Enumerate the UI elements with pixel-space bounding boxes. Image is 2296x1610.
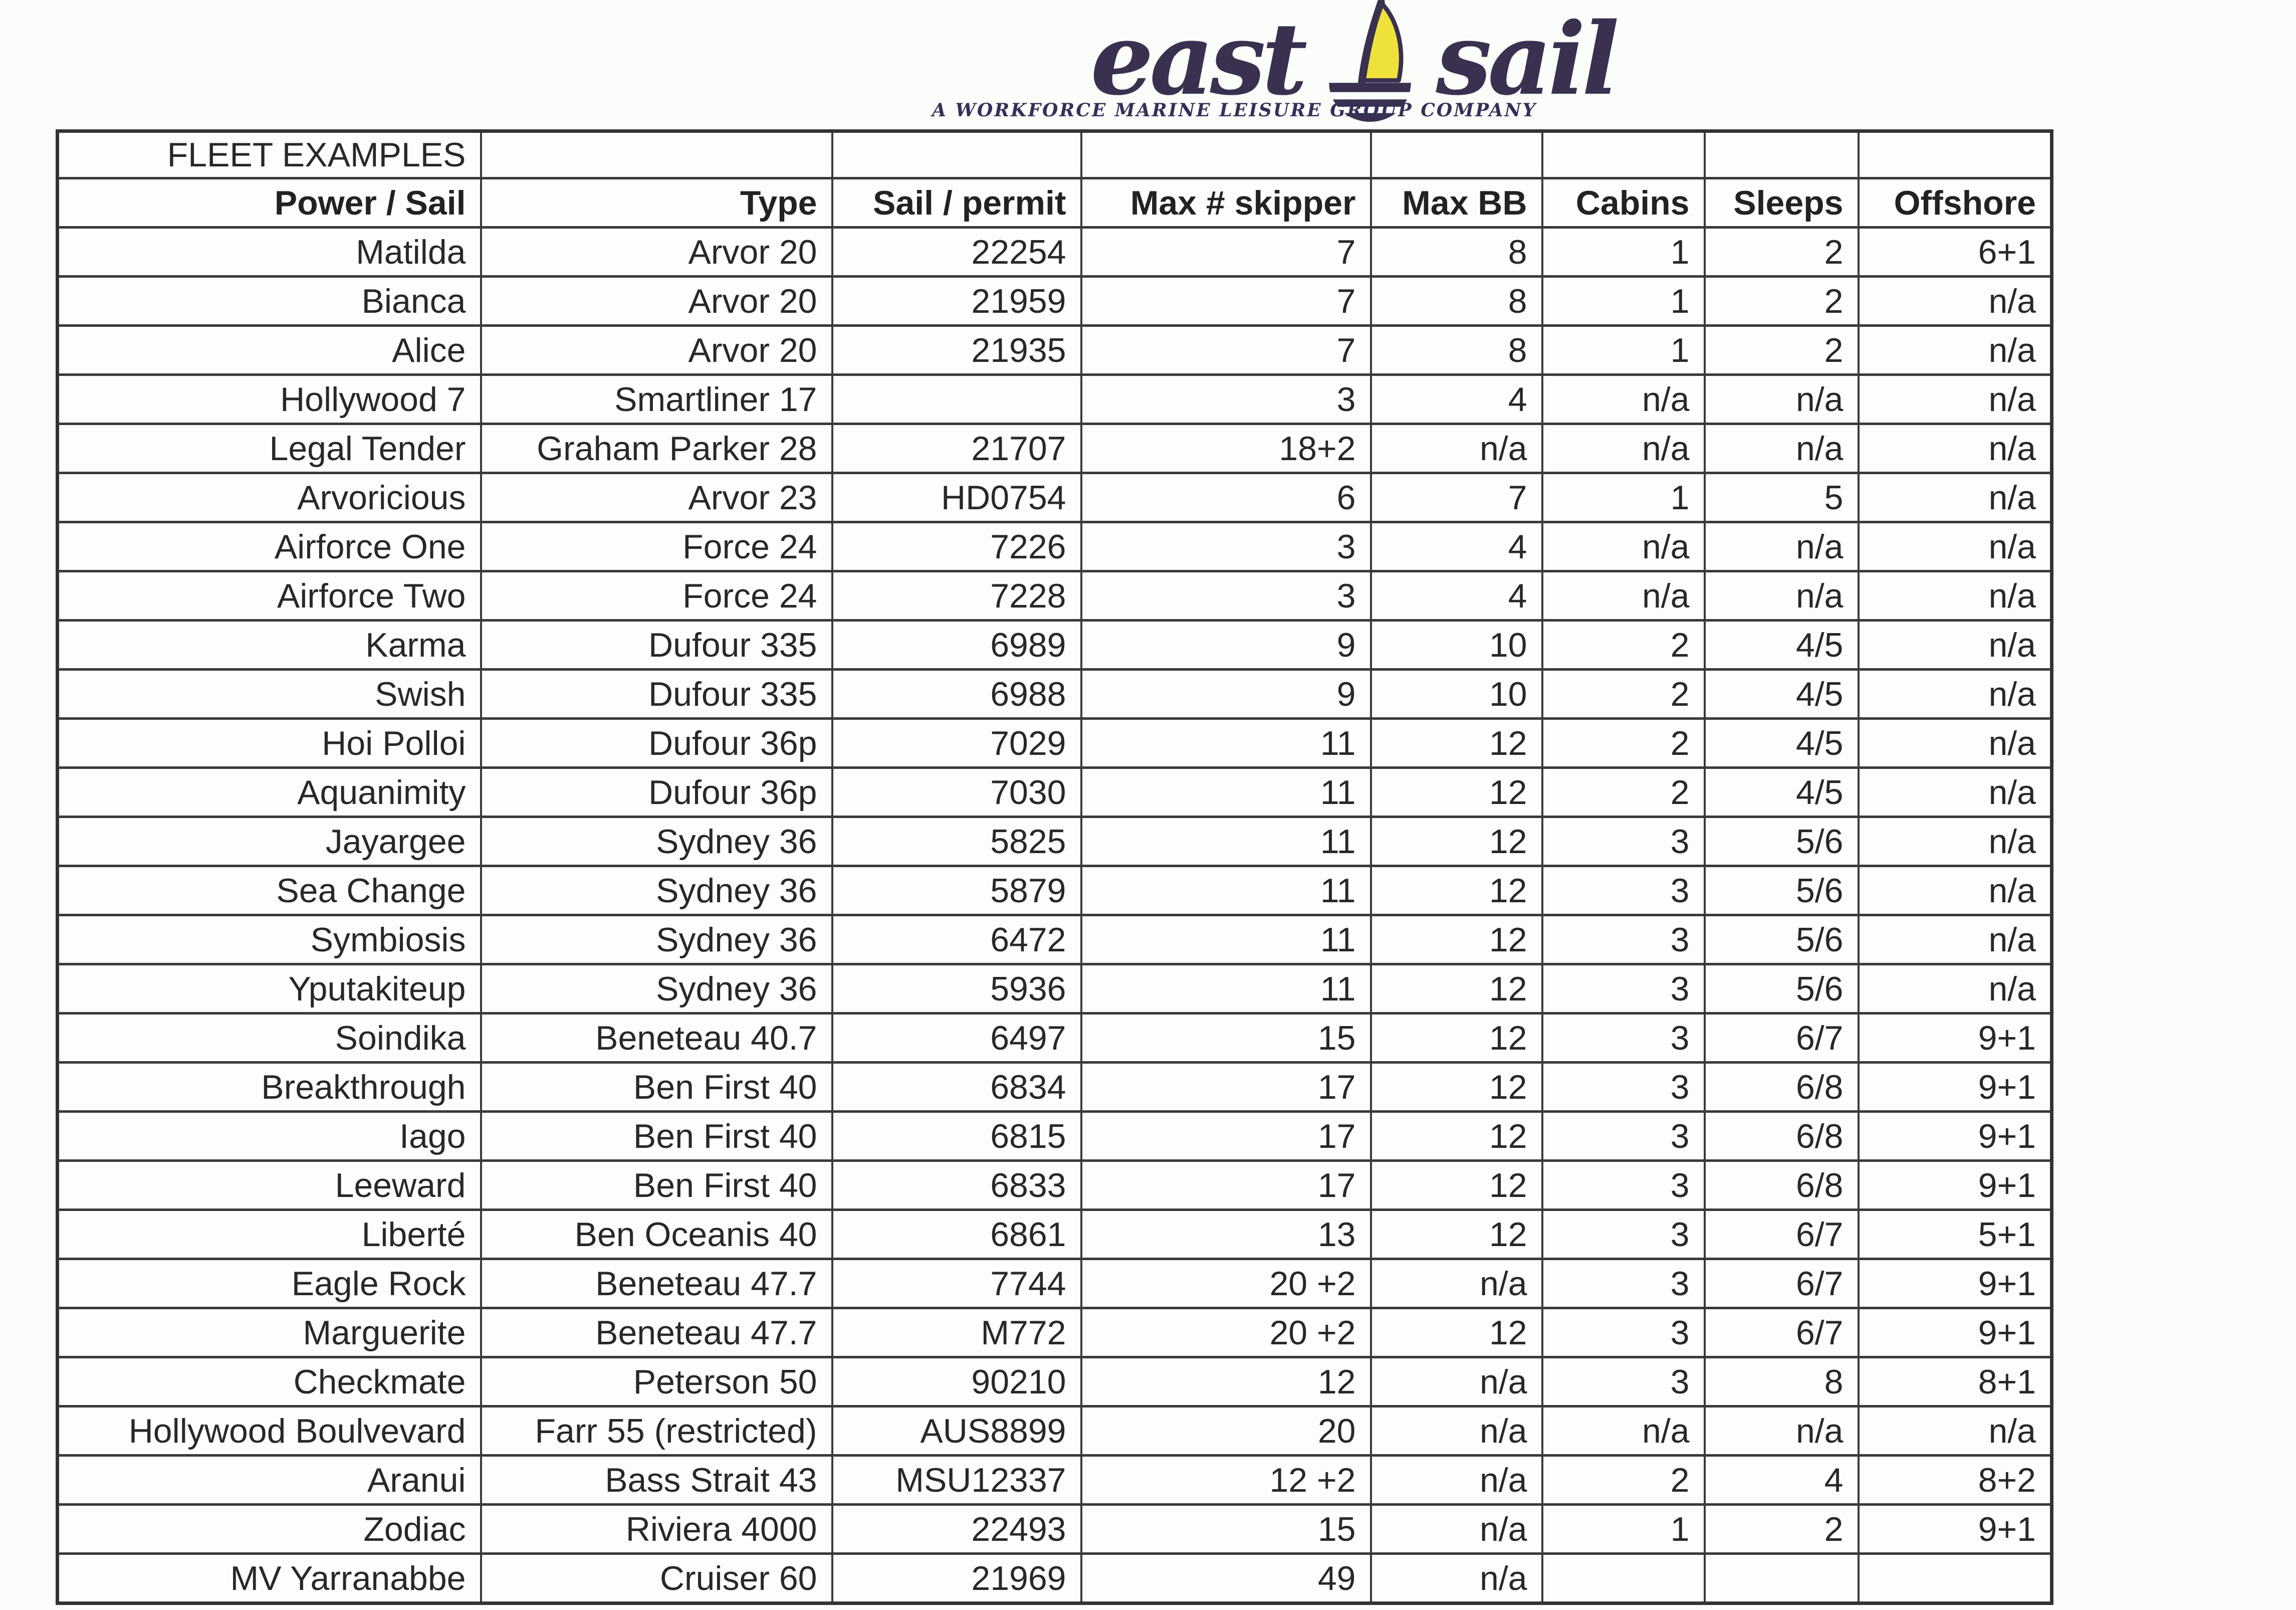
cell-cabins [1542, 1554, 1705, 1603]
cell-sleeps: 6/8 [1705, 1112, 1859, 1161]
table-row [58, 866, 2052, 915]
cell-power-sail: Zodiac [58, 1505, 481, 1554]
cell-cabins: 3 [1542, 1259, 1705, 1308]
cell-cabins: n/a [1542, 1406, 1705, 1456]
cell-offshore: n/a [1859, 326, 2052, 375]
cell-type: Dufour 36p [481, 768, 832, 817]
cell-sleeps: n/a [1705, 522, 1859, 571]
table-row [58, 670, 2052, 719]
cell-type: Ben First 40 [481, 1112, 832, 1161]
cell-power-sail: Aranui [58, 1456, 481, 1505]
cell-power-sail: Soindika [58, 1014, 481, 1063]
table-row [58, 1554, 2052, 1603]
cell-sleeps: 4/5 [1705, 768, 1859, 817]
cell-max-bb: 12 [1371, 1063, 1542, 1112]
cell-max-skipper: 12 [1081, 1357, 1371, 1406]
cell-offshore: 9+1 [1859, 1161, 2052, 1210]
cell-sail-permit: 5936 [832, 964, 1081, 1014]
cell-sleeps: n/a [1705, 571, 1859, 621]
cell-sail-permit: 90210 [832, 1357, 1081, 1406]
logo-word-sail: sail [1436, 0, 1616, 117]
cell-type: Ben First 40 [481, 1063, 832, 1112]
cell-type: Ben Oceanis 40 [481, 1210, 832, 1259]
cell-offshore: n/a [1859, 817, 2052, 866]
cell-cabins: n/a [1542, 375, 1705, 424]
cell-sail-permit: 6472 [832, 915, 1081, 964]
cell-type: Bass Strait 43 [481, 1456, 832, 1505]
cell-sail-permit: 5825 [832, 817, 1081, 866]
cell-type: Force 24 [481, 571, 832, 621]
cell-max-skipper: 3 [1081, 571, 1371, 621]
cell-sleeps: 6/7 [1705, 1308, 1859, 1357]
cell-sail-permit: 7744 [832, 1259, 1081, 1308]
cell-cabins: 2 [1542, 621, 1705, 670]
cell-power-sail: Hollywood Boulvevard [58, 1406, 481, 1456]
cell-power-sail: Sea Change [58, 866, 481, 915]
cell-power-sail: Checkmate [58, 1357, 481, 1406]
cell-offshore: 8+1 [1859, 1357, 2052, 1406]
table-row [58, 1456, 2052, 1505]
cell-type: Sydney 36 [481, 915, 832, 964]
cell-power-sail: Swish [58, 670, 481, 719]
cell-sleeps: n/a [1705, 424, 1859, 473]
cell-power-sail: MV Yarranabbe [58, 1554, 481, 1603]
cell-type: Sydney 36 [481, 866, 832, 915]
cell-max-bb: 12 [1371, 1308, 1542, 1357]
cell-max-skipper: 11 [1081, 915, 1371, 964]
cell-offshore: n/a [1859, 1406, 2052, 1456]
cell-sleeps: 4 [1705, 1456, 1859, 1505]
cell-cabins: 3 [1542, 1014, 1705, 1063]
cell-cabins: 3 [1542, 1112, 1705, 1161]
cell-type: Peterson 50 [481, 1357, 832, 1406]
cell-sleeps [1705, 1554, 1859, 1603]
cell-max-bb: 12 [1371, 1112, 1542, 1161]
cell-sail-permit: 6497 [832, 1014, 1081, 1063]
table-row [58, 964, 2052, 1014]
cell-type: Graham Parker 28 [481, 424, 832, 473]
cell-cabins: 1 [1542, 277, 1705, 326]
cell-max-skipper: 12 +2 [1081, 1456, 1371, 1505]
cell-type: Arvor 20 [481, 228, 832, 277]
cell-offshore: n/a [1859, 915, 2052, 964]
cell-sleeps: 4/5 [1705, 621, 1859, 670]
cell-offshore: n/a [1859, 670, 2052, 719]
column-header-max-bb: Max BB [1371, 178, 1542, 228]
table-title-row [58, 131, 2052, 178]
cell-offshore: n/a [1859, 277, 2052, 326]
fleet-table [56, 129, 2053, 1605]
cell-sail-permit: MSU12337 [832, 1456, 1081, 1505]
cell-max-bb: n/a [1371, 1259, 1542, 1308]
cell-power-sail: Leeward [58, 1161, 481, 1210]
cell-max-skipper: 7 [1081, 277, 1371, 326]
table-row [58, 768, 2052, 817]
cell-max-skipper: 11 [1081, 964, 1371, 1014]
cell-max-bb: n/a [1371, 1406, 1542, 1456]
cell-type: Force 24 [481, 522, 832, 571]
cell-max-bb: 12 [1371, 1161, 1542, 1210]
table-row [58, 473, 2052, 522]
cell-power-sail: Hollywood 7 [58, 375, 481, 424]
cell-cabins: 3 [1542, 915, 1705, 964]
cell-sail-permit: HD0754 [832, 473, 1081, 522]
cell-power-sail: Eagle Rock [58, 1259, 481, 1308]
cell-type: Arvor 20 [481, 277, 832, 326]
cell-sail-permit: 7226 [832, 522, 1081, 571]
cell-offshore: 9+1 [1859, 1014, 2052, 1063]
cell-power-sail: Arvoricious [58, 473, 481, 522]
cell-max-skipper: 17 [1081, 1112, 1371, 1161]
table-body [58, 228, 2052, 1603]
cell-max-bb: 12 [1371, 1210, 1542, 1259]
cell-sail-permit [832, 375, 1081, 424]
cell-max-bb: 4 [1371, 375, 1542, 424]
column-header-sleeps: Sleeps [1705, 178, 1859, 228]
table-title-cell: FLEET EXAMPLES [58, 131, 481, 178]
cell-sleeps: 4/5 [1705, 719, 1859, 768]
table-row [58, 1014, 2052, 1063]
cell-cabins: 2 [1542, 670, 1705, 719]
cell-type: Sydney 36 [481, 817, 832, 866]
cell-offshore: n/a [1859, 522, 2052, 571]
table-row [58, 571, 2052, 621]
table-row [58, 1406, 2052, 1456]
cell-sleeps: 5/6 [1705, 964, 1859, 1014]
cell-sail-permit: 6834 [832, 1063, 1081, 1112]
table-row [58, 1063, 2052, 1112]
cell-power-sail: Liberté [58, 1210, 481, 1259]
cell-sleeps: 6/7 [1705, 1014, 1859, 1063]
cell-max-bb: 12 [1371, 1014, 1542, 1063]
cell-type: Dufour 335 [481, 621, 832, 670]
cell-offshore: n/a [1859, 473, 2052, 522]
cell-sleeps: 6/7 [1705, 1210, 1859, 1259]
cell-cabins: 2 [1542, 719, 1705, 768]
cell-cabins: 3 [1542, 1357, 1705, 1406]
cell-sail-permit: AUS8899 [832, 1406, 1081, 1456]
cell-max-skipper: 9 [1081, 621, 1371, 670]
cell-cabins: 3 [1542, 1063, 1705, 1112]
cell-type: Arvor 20 [481, 326, 832, 375]
cell-offshore: n/a [1859, 964, 2052, 1014]
table-title-empty-cell [1081, 131, 1371, 178]
column-header-max-skipper: Max # skipper [1081, 178, 1371, 228]
table-title-empty-cell [481, 131, 832, 178]
cell-sail-permit: 6861 [832, 1210, 1081, 1259]
cell-power-sail: Airforce Two [58, 571, 481, 621]
cell-power-sail: Legal Tender [58, 424, 481, 473]
cell-max-bb: n/a [1371, 1357, 1542, 1406]
logo-tagline: A WORKFORCE MARINE LEISURE GROUP COMPANY [932, 100, 1537, 121]
cell-max-bb: 12 [1371, 964, 1542, 1014]
table-row [58, 1210, 2052, 1259]
cell-type: Cruiser 60 [481, 1554, 832, 1603]
table-header-row [58, 178, 2052, 228]
cell-sail-permit: 7228 [832, 571, 1081, 621]
table-row [58, 424, 2052, 473]
cell-sleeps: 2 [1705, 277, 1859, 326]
column-header-sail-permit: Sail / permit [832, 178, 1081, 228]
cell-sail-permit: 21969 [832, 1554, 1081, 1603]
table-title-empty-cell [1705, 131, 1859, 178]
cell-power-sail: Alice [58, 326, 481, 375]
cell-max-bb: 12 [1371, 719, 1542, 768]
column-header-offshore: Offshore [1859, 178, 2052, 228]
cell-sleeps: 5/6 [1705, 915, 1859, 964]
cell-max-skipper: 17 [1081, 1161, 1371, 1210]
cell-sail-permit: 22254 [832, 228, 1081, 277]
table-row [58, 915, 2052, 964]
column-header-power-sail: Power / Sail [58, 178, 481, 228]
table-title-empty-cell [832, 131, 1081, 178]
cell-max-skipper: 20 [1081, 1406, 1371, 1456]
cell-sail-permit: 6815 [832, 1112, 1081, 1161]
cell-cabins: 3 [1542, 964, 1705, 1014]
cell-power-sail: Jayargee [58, 817, 481, 866]
cell-offshore: 9+1 [1859, 1259, 2052, 1308]
table-row [58, 228, 2052, 277]
cell-max-skipper: 11 [1081, 817, 1371, 866]
cell-max-bb: n/a [1371, 1456, 1542, 1505]
table-row [58, 621, 2052, 670]
cell-max-bb: 4 [1371, 571, 1542, 621]
cell-max-skipper: 9 [1081, 670, 1371, 719]
table-row [58, 719, 2052, 768]
cell-power-sail: Breakthrough [58, 1063, 481, 1112]
cell-type: Beneteau 47.7 [481, 1259, 832, 1308]
cell-cabins: n/a [1542, 424, 1705, 473]
table-row [58, 1505, 2052, 1554]
table-row [58, 375, 2052, 424]
cell-max-skipper: 18+2 [1081, 424, 1371, 473]
cell-offshore: n/a [1859, 866, 2052, 915]
cell-offshore: 9+1 [1859, 1308, 2052, 1357]
cell-cabins: 3 [1542, 817, 1705, 866]
cell-sleeps: 4/5 [1705, 670, 1859, 719]
cell-power-sail: Marguerite [58, 1308, 481, 1357]
cell-offshore: 5+1 [1859, 1210, 2052, 1259]
cell-type: Smartliner 17 [481, 375, 832, 424]
cell-sail-permit: 21935 [832, 326, 1081, 375]
cell-offshore: n/a [1859, 719, 2052, 768]
cell-offshore: n/a [1859, 621, 2052, 670]
cell-type: Riviera 4000 [481, 1505, 832, 1554]
table-row [58, 326, 2052, 375]
cell-sail-permit: 7029 [832, 719, 1081, 768]
table-title-empty-cell [1859, 131, 2052, 178]
cell-sleeps: 2 [1705, 326, 1859, 375]
cell-cabins: 2 [1542, 768, 1705, 817]
cell-power-sail: Hoi Polloi [58, 719, 481, 768]
cell-max-bb: 8 [1371, 228, 1542, 277]
table-row [58, 277, 2052, 326]
table-row [58, 1357, 2052, 1406]
cell-offshore: 6+1 [1859, 228, 2052, 277]
cell-sail-permit: 6833 [832, 1161, 1081, 1210]
cell-max-bb: 12 [1371, 817, 1542, 866]
table-row [58, 1161, 2052, 1210]
cell-max-bb: 10 [1371, 621, 1542, 670]
table-row [58, 522, 2052, 571]
table-row [58, 817, 2052, 866]
cell-type: Ben First 40 [481, 1161, 832, 1210]
cell-type: Beneteau 40.7 [481, 1014, 832, 1063]
cell-sail-permit: 7030 [832, 768, 1081, 817]
cell-max-skipper: 3 [1081, 522, 1371, 571]
cell-cabins: 2 [1542, 1456, 1705, 1505]
cell-power-sail: Matilda [58, 228, 481, 277]
cell-cabins: 3 [1542, 866, 1705, 915]
cell-sail-permit: 21707 [832, 424, 1081, 473]
cell-type: Dufour 36p [481, 719, 832, 768]
cell-cabins: 3 [1542, 1210, 1705, 1259]
cell-power-sail: Aquanimity [58, 768, 481, 817]
cell-max-bb: n/a [1371, 1505, 1542, 1554]
cell-power-sail: Symbiosis [58, 915, 481, 964]
cell-max-bb: 7 [1371, 473, 1542, 522]
cell-sail-permit: 21959 [832, 277, 1081, 326]
cell-max-skipper: 7 [1081, 326, 1371, 375]
cell-max-bb: n/a [1371, 424, 1542, 473]
cell-type: Sydney 36 [481, 964, 832, 1014]
cell-sail-permit: 22493 [832, 1505, 1081, 1554]
cell-max-bb: n/a [1371, 1554, 1542, 1603]
logo-word-east: east [1090, 0, 1304, 117]
cell-max-skipper: 49 [1081, 1554, 1371, 1603]
column-header-type: Type [481, 178, 832, 228]
cell-sleeps: 8 [1705, 1357, 1859, 1406]
cell-sail-permit: 6988 [832, 670, 1081, 719]
cell-max-skipper: 3 [1081, 375, 1371, 424]
cell-max-skipper: 7 [1081, 228, 1371, 277]
cell-offshore: n/a [1859, 571, 2052, 621]
cell-sleeps: n/a [1705, 1406, 1859, 1456]
cell-power-sail: Yputakiteup [58, 964, 481, 1014]
cell-sail-permit: 6989 [832, 621, 1081, 670]
cell-max-skipper: 11 [1081, 719, 1371, 768]
cell-cabins: n/a [1542, 571, 1705, 621]
cell-offshore [1859, 1554, 2052, 1603]
cell-cabins: 1 [1542, 1505, 1705, 1554]
cell-cabins: 1 [1542, 228, 1705, 277]
cell-max-skipper: 13 [1081, 1210, 1371, 1259]
cell-sleeps: 5 [1705, 473, 1859, 522]
cell-max-bb: 12 [1371, 768, 1542, 817]
cell-max-bb: 12 [1371, 915, 1542, 964]
cell-sleeps: n/a [1705, 375, 1859, 424]
cell-max-skipper: 17 [1081, 1063, 1371, 1112]
cell-max-bb: 8 [1371, 326, 1542, 375]
cell-power-sail: Bianca [58, 277, 481, 326]
cell-offshore: 9+1 [1859, 1112, 2052, 1161]
cell-type: Farr 55 (restricted) [481, 1406, 832, 1456]
cell-max-bb: 12 [1371, 866, 1542, 915]
cell-max-skipper: 20 +2 [1081, 1308, 1371, 1357]
cell-type: Dufour 335 [481, 670, 832, 719]
cell-max-skipper: 6 [1081, 473, 1371, 522]
cell-offshore: n/a [1859, 375, 2052, 424]
cell-cabins: n/a [1542, 522, 1705, 571]
column-header-cabins: Cabins [1542, 178, 1705, 228]
cell-sleeps: 6/7 [1705, 1259, 1859, 1308]
table-row [58, 1308, 2052, 1357]
table-title-empty-cell [1542, 131, 1705, 178]
cell-type: Beneteau 47.7 [481, 1308, 832, 1357]
cell-max-skipper: 20 +2 [1081, 1259, 1371, 1308]
cell-sleeps: 5/6 [1705, 866, 1859, 915]
cell-power-sail: Iago [58, 1112, 481, 1161]
table-title-empty-cell [1371, 131, 1542, 178]
cell-max-bb: 8 [1371, 277, 1542, 326]
cell-sleeps: 5/6 [1705, 817, 1859, 866]
cell-offshore: 9+1 [1859, 1505, 2052, 1554]
cell-max-skipper: 15 [1081, 1014, 1371, 1063]
cell-cabins: 3 [1542, 1308, 1705, 1357]
table-row [58, 1259, 2052, 1308]
cell-cabins: 1 [1542, 326, 1705, 375]
cell-max-skipper: 15 [1081, 1505, 1371, 1554]
cell-power-sail: Airforce One [58, 522, 481, 571]
cell-type: Arvor 23 [481, 473, 832, 522]
cell-max-skipper: 11 [1081, 768, 1371, 817]
cell-sleeps: 2 [1705, 228, 1859, 277]
table-row [58, 1112, 2052, 1161]
cell-sleeps: 2 [1705, 1505, 1859, 1554]
cell-cabins: 3 [1542, 1161, 1705, 1210]
cell-max-skipper: 11 [1081, 866, 1371, 915]
cell-sail-permit: M772 [832, 1308, 1081, 1357]
cell-offshore: n/a [1859, 768, 2052, 817]
cell-sleeps: 6/8 [1705, 1063, 1859, 1112]
cell-sail-permit: 5879 [832, 866, 1081, 915]
cell-offshore: 9+1 [1859, 1063, 2052, 1112]
cell-max-bb: 10 [1371, 670, 1542, 719]
cell-cabins: 1 [1542, 473, 1705, 522]
cell-offshore: n/a [1859, 424, 2052, 473]
cell-offshore: 8+2 [1859, 1456, 2052, 1505]
cell-max-bb: 4 [1371, 522, 1542, 571]
cell-sleeps: 6/8 [1705, 1161, 1859, 1210]
cell-power-sail: Karma [58, 621, 481, 670]
